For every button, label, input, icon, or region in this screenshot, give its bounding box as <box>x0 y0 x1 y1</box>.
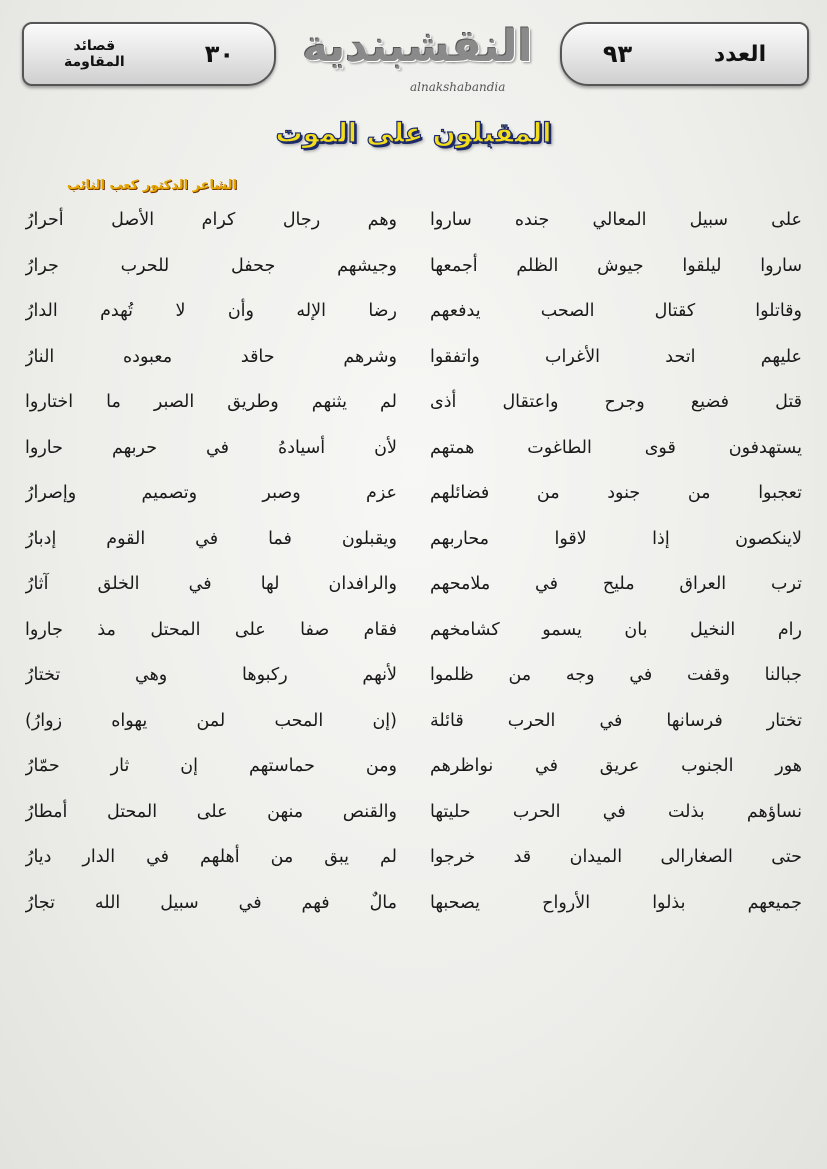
verse-row <box>0 883 827 929</box>
verse-row <box>0 291 827 337</box>
verse-row <box>0 837 827 883</box>
verse-first-hemistich: تعجبوا من جنود من فضائلهم <box>430 483 802 503</box>
verse-row <box>0 382 827 428</box>
verse-second-hemistich: ومن حماستهم إن ثار حمّارُ <box>25 756 397 776</box>
verse-row <box>0 337 827 383</box>
verse-row <box>0 428 827 474</box>
issue-number: ٩٣ <box>602 40 633 68</box>
verse-second-hemistich: (إن المحب لمن يهواه زوارُ) <box>25 710 397 731</box>
verse-first-hemistich: يستهدفون قوى الطاغوت همتهم <box>430 437 802 458</box>
verse-row <box>0 200 827 246</box>
page-number: ٣٠ <box>204 40 234 68</box>
issue-label: العدد <box>713 41 767 67</box>
section-label <box>64 38 125 70</box>
verse-row <box>0 701 827 747</box>
verse-row <box>0 246 827 292</box>
verse-first-hemistich: لاينكصون إذا لاقوا محاربهم <box>430 528 802 549</box>
verse-first-hemistich: رام النخيل بان يسمو كشامخهم <box>430 619 802 640</box>
magazine-logo <box>295 18 540 96</box>
verse-second-hemistich: لم يبق من أهلهم في الدار ديارُ <box>25 847 397 867</box>
verse-first-hemistich: ترب العراق مليح في ملامحهم <box>430 574 802 594</box>
verse-first-hemistich: وقاتلوا كقتال الصحب يدفعهم <box>430 301 802 321</box>
verse-row <box>0 792 827 838</box>
verse-first-hemistich: هور الجنوب عريق في نواظرهم <box>430 756 802 776</box>
section-label-line1: قصائد <box>73 38 116 54</box>
verse-first-hemistich: على سبيل المعالي جنده ساروا <box>430 210 802 230</box>
verse-first-hemistich: عليهم اتحد الأغراب واتفقوا <box>430 346 802 367</box>
section-label-line2: المقاومة <box>64 54 125 70</box>
verse-second-hemistich: لأنهم ركبوها وهي تختارُ <box>25 665 397 685</box>
verse-row <box>0 564 827 610</box>
verse-second-hemistich: مالٌ فهم في سبيل الله تجارُ <box>25 892 397 913</box>
verse-row <box>0 519 827 565</box>
verse-second-hemistich: لم يثنهم وطريق الصبر ما اختاروا <box>25 392 397 412</box>
verse-row <box>0 746 827 792</box>
verse-second-hemistich: والرافدان لها في الخلق آثارُ <box>25 574 397 594</box>
verse-second-hemistich: وهم رجال كرام الأصل أحرارُ <box>25 210 397 230</box>
verse-first-hemistich: تختار فرسانها في الحرب قائلة <box>430 710 802 731</box>
poem-title: المقبلون على الموت <box>275 118 552 149</box>
verse-second-hemistich: فقام صفا على المحتل مذ جاروا <box>25 619 397 640</box>
poem-verses <box>0 200 827 928</box>
verse-first-hemistich: جبالنا وقفت في وجه من ظلموا <box>430 665 802 685</box>
verse-row <box>0 610 827 656</box>
verse-second-hemistich: لأن أسيادهُ في حربهم حاروا <box>25 437 397 458</box>
verse-second-hemistich: وجيشهم جحفل للحرب جرارُ <box>25 255 397 276</box>
verse-first-hemistich: ساروا ليلقوا جيوش الظلم أجمعها <box>430 255 802 276</box>
header-banner-right <box>560 22 809 86</box>
logo-arabic-text: النقشبندية <box>302 21 533 72</box>
verse-first-hemistich: نساؤهم بذلت في الحرب حليتها <box>430 801 802 822</box>
verse-first-hemistich: قتل فضيع وجرح واعتقال أذى <box>430 392 802 412</box>
verse-second-hemistich: والقنص منهن على المحتل أمطارُ <box>25 801 397 822</box>
verse-first-hemistich: جميعهم بذلوا الأرواح يصحبها <box>430 892 802 913</box>
verse-row <box>0 473 827 519</box>
logo-latin-text: alnakshabandia <box>410 80 506 94</box>
verse-second-hemistich: ويقبلون فما في القوم إدبارُ <box>25 528 397 549</box>
verse-second-hemistich: وشرهم حاقد معبوده النارُ <box>25 346 397 367</box>
verse-row <box>0 655 827 701</box>
verse-first-hemistich: حتى الصغارالى الميدان قد خرجوا <box>430 847 802 867</box>
poet-name: الشاعر الدكتور كعب النائب <box>66 178 237 193</box>
verse-second-hemistich: رضا الإله وأن لا تُهدم الدارُ <box>25 301 397 321</box>
page-header <box>0 0 827 110</box>
header-banner-left <box>22 22 276 86</box>
verse-second-hemistich: عزم وصبر وتصميم وإصرارُ <box>25 483 397 503</box>
